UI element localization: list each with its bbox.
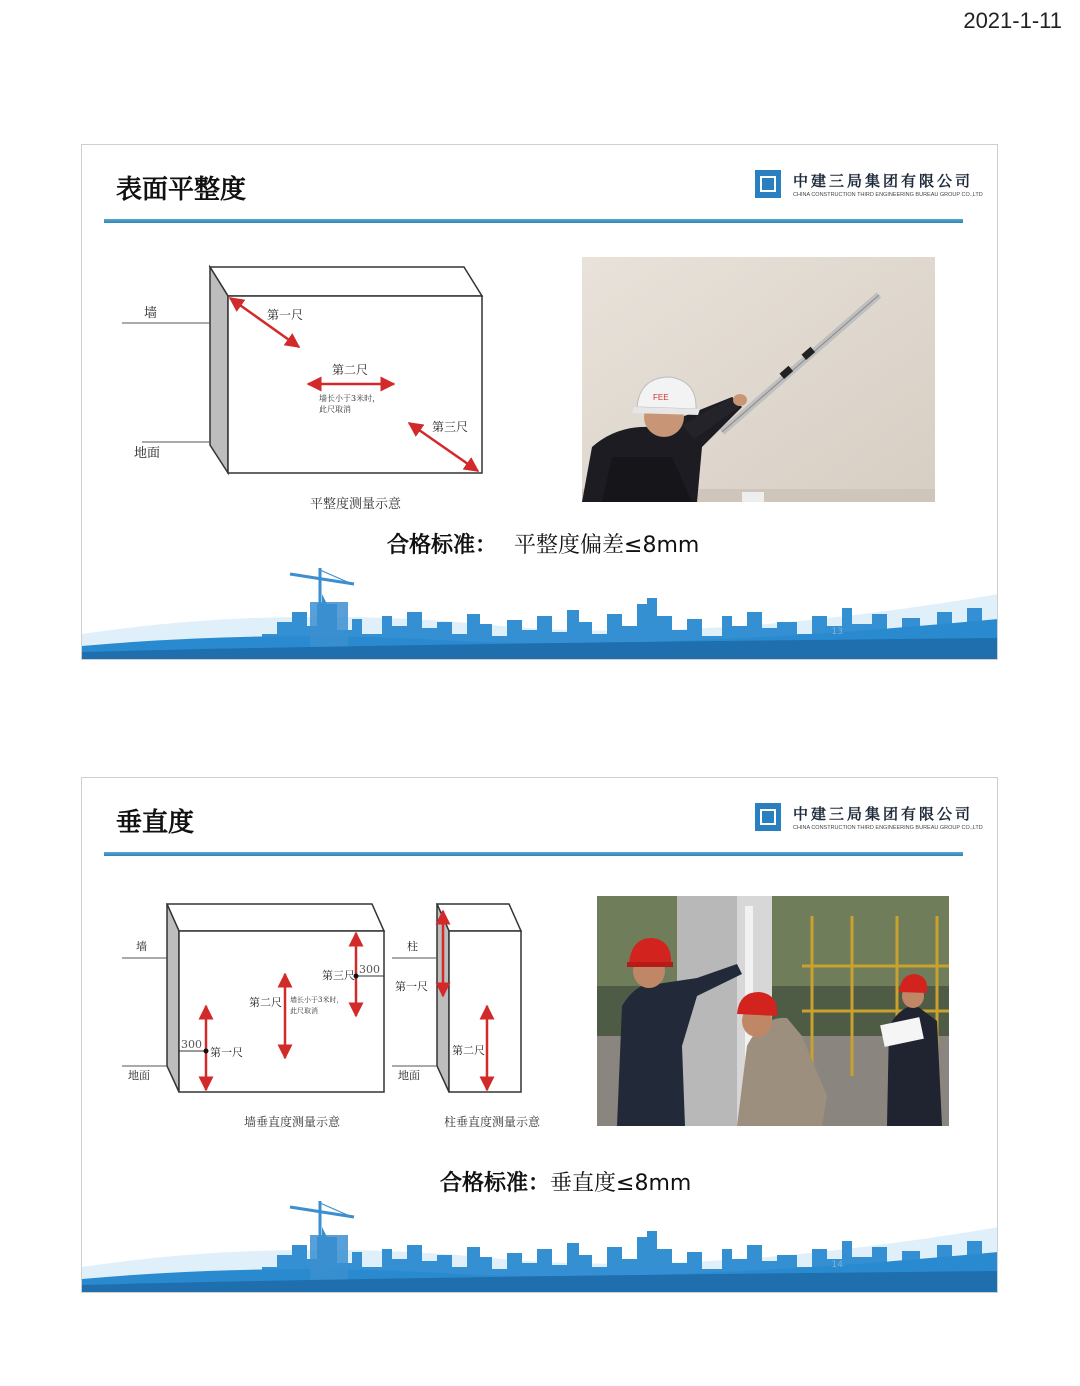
slide-surface-flatness bbox=[81, 144, 998, 660]
label-ruler1: 第一尺 bbox=[210, 1046, 243, 1059]
label-note-line2: 此尺取消 bbox=[290, 1007, 318, 1015]
flatness-diagram bbox=[112, 250, 532, 520]
pass-standard bbox=[387, 528, 699, 559]
logo-mark-icon bbox=[755, 803, 781, 831]
label-ground: 地面 bbox=[398, 1069, 420, 1082]
company-logo bbox=[755, 170, 983, 202]
wall-verticality-diagram bbox=[112, 896, 392, 1136]
wall-side-face bbox=[210, 267, 228, 473]
label-ruler1: 第一尺 bbox=[395, 980, 428, 993]
title-rule bbox=[104, 219, 963, 223]
company-logo bbox=[755, 803, 983, 835]
logo-name-cn: 中建三局集团有限公司 bbox=[793, 172, 974, 190]
slide-title: 垂直度 bbox=[116, 808, 195, 838]
diagram-caption: 平整度测量示意 bbox=[310, 497, 402, 512]
label-ruler2: 第二尺 bbox=[332, 363, 369, 377]
label-dim1: 300 bbox=[181, 1038, 202, 1051]
label-wall: 墙 bbox=[144, 306, 158, 321]
pass-standard bbox=[440, 1166, 691, 1197]
standard-value: 平整度偏差≤8mm bbox=[514, 533, 700, 558]
slide-title: 表面平整度 bbox=[116, 175, 247, 205]
label-wall: 墙 bbox=[136, 940, 147, 953]
diagram-caption: 柱垂直度测量示意 bbox=[444, 1115, 541, 1129]
standard-value: 垂直度≤8mm bbox=[550, 1171, 692, 1196]
skyline-footer bbox=[82, 1197, 998, 1292]
label-ruler3: 第三尺 bbox=[322, 969, 355, 982]
logo-name-en: CHINA CONSTRUCTION THIRD ENGINEERING BUREAU GROUP CO.,LTD bbox=[793, 192, 983, 198]
slide-verticality bbox=[81, 777, 998, 1293]
workers-measuring-column-photo bbox=[597, 896, 949, 1126]
label-ground: 地面 bbox=[128, 1069, 150, 1082]
logo-mark-icon bbox=[755, 170, 781, 198]
label-dim3: 300 bbox=[359, 963, 380, 976]
slide-page-number: 14 bbox=[831, 1260, 843, 1270]
standard-label: 合格标准： bbox=[440, 1171, 551, 1196]
worker-measuring-photo bbox=[582, 257, 935, 502]
label-ruler2: 第二尺 bbox=[452, 1044, 485, 1057]
slide-page-number: 13 bbox=[831, 627, 843, 637]
page-date: 2021-1-11 bbox=[963, 8, 1062, 33]
label-note-line1: 墙长小于3米时， bbox=[319, 394, 381, 403]
diagram-caption: 墙垂直度测量示意 bbox=[244, 1115, 341, 1129]
logo-name-cn: 中建三局集团有限公司 bbox=[793, 805, 974, 823]
label-note-line2: 此尺取消 bbox=[319, 405, 351, 414]
label-ruler1: 第一尺 bbox=[267, 308, 304, 322]
skyline-footer bbox=[82, 564, 998, 659]
wall-top-face bbox=[210, 267, 482, 296]
label-note-line1: 墙长小于3米时， bbox=[290, 996, 344, 1004]
logo-name-en: CHINA CONSTRUCTION THIRD ENGINEERING BUREAU GROUP CO.,LTD bbox=[793, 825, 983, 831]
label-ruler3: 第三尺 bbox=[432, 420, 469, 434]
helmet-text: FEE bbox=[653, 393, 669, 402]
label-column: 柱 bbox=[407, 940, 418, 953]
title-rule bbox=[104, 852, 963, 856]
label-ruler2: 第二尺 bbox=[249, 996, 282, 1009]
standard-label: 合格标准： bbox=[387, 533, 498, 558]
label-ground: 地面 bbox=[134, 446, 161, 461]
column-verticality-diagram bbox=[387, 896, 557, 1136]
